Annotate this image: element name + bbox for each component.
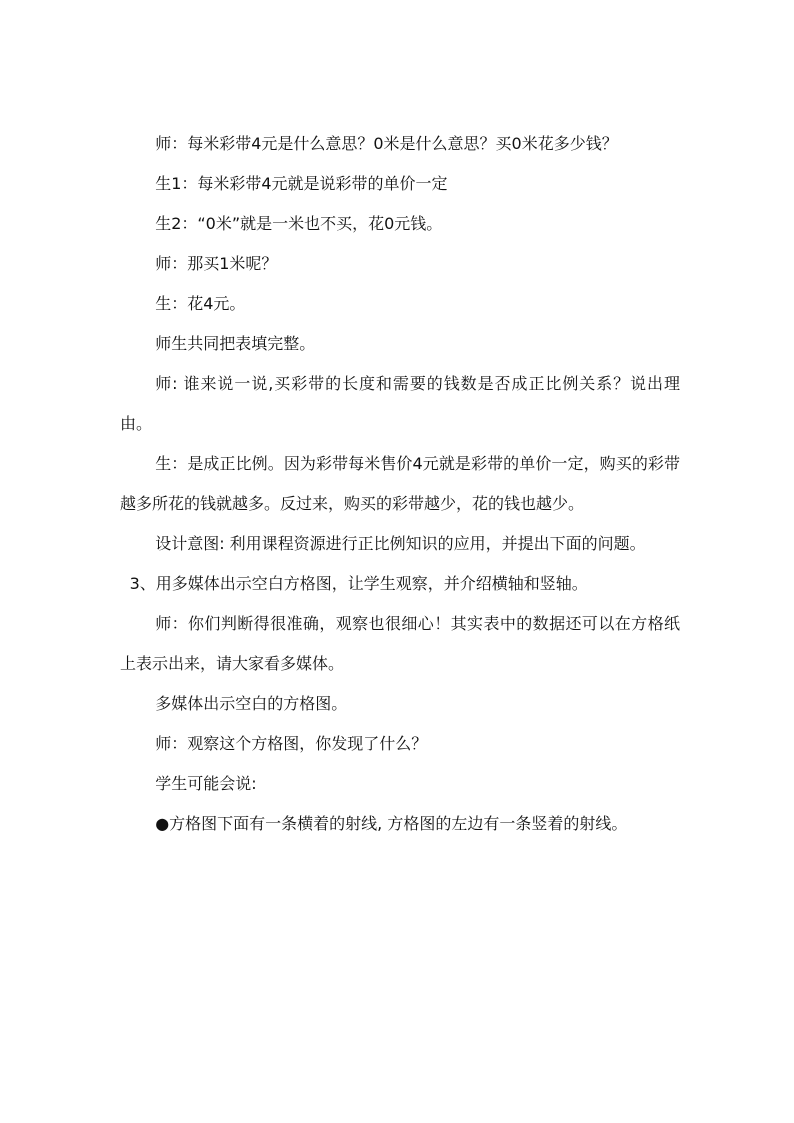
paragraph-students-may-say: 学生可能会说:	[155, 774, 257, 793]
paragraph-student-explain: 生：是成正比例。因为彩带每米售价4元就是彩带的单价一定，购买的彩带越多所花的钱就越多。反过来，购买的彩带越少，花的钱也越少。	[120, 454, 680, 513]
paragraph-teacher-ask-proportion: 师: 谁来说一说,买彩带的长度和需要的钱数是否成正比例关系？说出理由。	[120, 374, 680, 433]
paragraph-teacher-question: 师：每米彩带4元是什么意思？0米是什么意思？买0米花多少钱？	[155, 134, 618, 153]
paragraph-show-grid: 多媒体出示空白的方格图。	[155, 694, 348, 713]
paragraph-step-3: 3、用多媒体出示空白方格图，让学生观察，并介绍横轴和竖轴。	[129, 574, 588, 593]
paragraph-fill-table: 师生共同把表填完整。	[155, 334, 316, 353]
body-text	[120, 124, 680, 844]
paragraph-student1-answer: 生1：每米彩带4元就是说彩带的单价一定	[155, 174, 448, 193]
paragraph-student2-answer: 生2：“0米”就是一米也不买，花0元钱。	[155, 214, 443, 233]
paragraph-design-intent: 设计意图: 利用课程资源进行正比例知识的应用，并提出下面的问题。	[155, 534, 646, 553]
paragraph-teacher-followup: 师：那买1米呢？	[155, 254, 278, 273]
paragraph-bullet-rays: ●方格图下面有一条横着的射线, 方格图的左边有一条竖着的射线。	[155, 814, 628, 833]
paragraph-teacher-observe: 师：观察这个方格图，你发现了什么？	[155, 734, 428, 753]
paragraph-teacher-praise: 师：你们判断得很准确，观察也很细心！其实表中的数据还可以在方格纸上表示出来，请大家看多媒体。	[120, 614, 680, 673]
paragraph-student-answer: 生：花4元。	[155, 294, 246, 313]
